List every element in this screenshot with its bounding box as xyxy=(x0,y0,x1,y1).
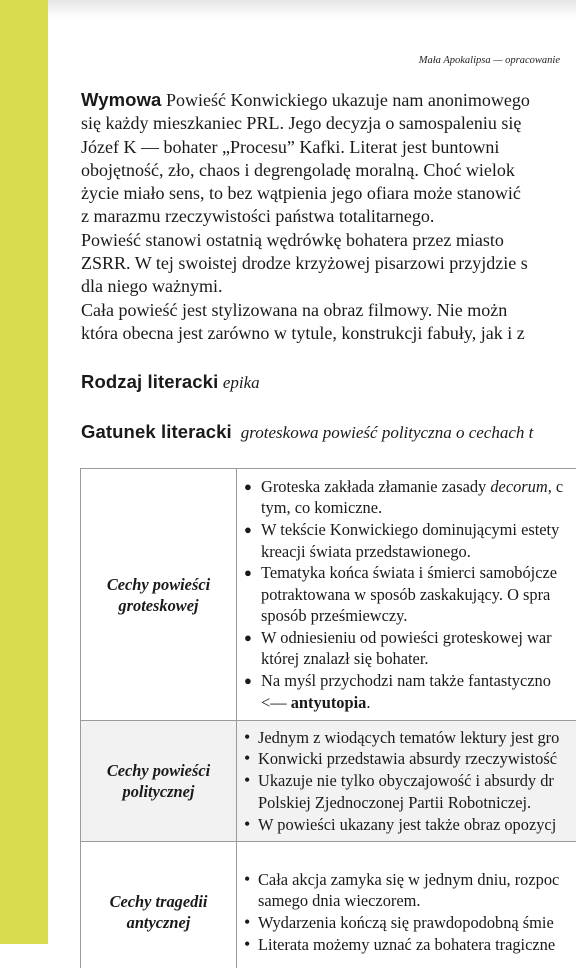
row-label-line: Cechy powieści xyxy=(107,575,210,594)
running-head: Mała Apokalipsa — opracowanie xyxy=(300,55,560,66)
list-item: • Cała akcja zamyka się w jednym dniu, rozpoc samego dnia wieczorem. xyxy=(244,869,576,912)
list-item: • Konwicki przedstawia absurdy rzeczywistość xyxy=(244,748,576,770)
text-line: która obecna jest zarówno w tytule, konstrukcji fabuły, jak i z xyxy=(81,323,525,343)
row-label-line: antycznej xyxy=(127,913,191,932)
gatunek-value: groteskowa powieść polityczna o cechach t xyxy=(241,423,534,442)
list-item: ● W odniesieniu od powieści groteskowej war której znalazł się bohater. xyxy=(244,627,576,670)
wymowa-paragraph-3 xyxy=(81,299,576,346)
text-line: Józef K — bohater „Procesu” Kafki. Literat jest buntowni xyxy=(81,137,499,157)
table-row xyxy=(81,842,576,968)
row-label-line: Cechy tragedii xyxy=(110,892,208,911)
row-content-groteskowa xyxy=(237,469,576,721)
list-item: • Literata możemy uznać za bohatera tragiczne xyxy=(244,934,576,956)
wymowa-paragraph-2 xyxy=(81,229,576,299)
bullet-list xyxy=(244,869,576,956)
text-line: z marazmu rzeczywistości państwa totalitarnego. xyxy=(81,206,434,226)
page-top-shadow xyxy=(48,0,576,18)
gatunek-heading: Gatunek literacki xyxy=(81,421,232,442)
row-content-tragedia xyxy=(237,842,576,968)
text-line: Powieść stanowi ostatnią wędrówkę bohatera przez miasto xyxy=(81,230,504,250)
features-table xyxy=(80,468,576,968)
text-line: Powieść Konwickiego ukazuje nam anonimowego xyxy=(166,90,530,110)
rodzaj-heading: Rodzaj literacki xyxy=(81,371,218,392)
row-label-groteskowa xyxy=(81,469,237,721)
text-line: się każdy mieszkaniec PRL. Jego decyzja o samospaleniu się xyxy=(81,113,521,133)
bullet-list xyxy=(244,476,576,714)
list-item: ● W tekście Konwickiego dominującymi estety kreacji świata przedstawionego. xyxy=(244,519,576,562)
row-label-polityczna xyxy=(81,721,237,842)
list-item: ● Tematyka końca świata i śmierci samobójcze potraktowana w sposób zaskakujący. O spra sposób prześmiewczy. xyxy=(244,562,576,627)
row-content-polityczna xyxy=(237,721,576,842)
features-table-wrapper xyxy=(80,468,576,968)
side-color-strip xyxy=(0,0,48,944)
list-item: • Wydarzenia kończą się prawdopodobną śmie xyxy=(244,912,576,934)
wymowa-heading: Wymowa xyxy=(81,89,161,110)
wymowa-section xyxy=(81,88,576,345)
text-line: obojętność, zło, chaos i degrengoladę moralną. Choć wielok xyxy=(81,160,515,180)
table-row xyxy=(81,721,576,842)
wymowa-paragraph-1 xyxy=(81,88,576,229)
text-line: ZSRR. W tej swoistej drodze krzyżowej pisarzowi przyjdzie s xyxy=(81,253,528,273)
table-row xyxy=(81,469,576,721)
list-item: • W powieści ukazany jest także obraz opozycj xyxy=(244,814,576,836)
text-line: Cała powieść jest stylizowana na obraz filmowy. Nie możn xyxy=(81,300,507,320)
row-label-line: Cechy powieści xyxy=(107,761,210,780)
list-item: ● Groteska zakłada złamanie zasady decorum, c tym, co komiczne. xyxy=(244,476,576,519)
row-label-line: groteskowej xyxy=(118,596,198,615)
row-label-tragedia xyxy=(81,842,237,968)
gatunek-literacki-line xyxy=(81,421,533,443)
bullet-list xyxy=(244,727,576,836)
list-item: • Ukazuje nie tylko obyczajowość i absurdy dr Polskiej Zjednoczonej Partii Robotniczej. xyxy=(244,770,576,813)
rodzaj-value: epika xyxy=(223,373,260,392)
rodzaj-literacki-line xyxy=(81,371,260,393)
row-label-line: politycznej xyxy=(123,782,195,801)
list-item: • Jednym z wiodących tematów lektury jest gro xyxy=(244,727,576,749)
antyutopia-term: antyutopia xyxy=(291,693,367,712)
list-item: ● Na myśl przychodzi nam także fantastyczno <— antyutopia. xyxy=(244,670,576,713)
text-line: życie miało sens, to bez wątpienia jego ofiara może stanowić xyxy=(81,183,521,203)
text-line: dla niego ważnymi. xyxy=(81,276,222,296)
